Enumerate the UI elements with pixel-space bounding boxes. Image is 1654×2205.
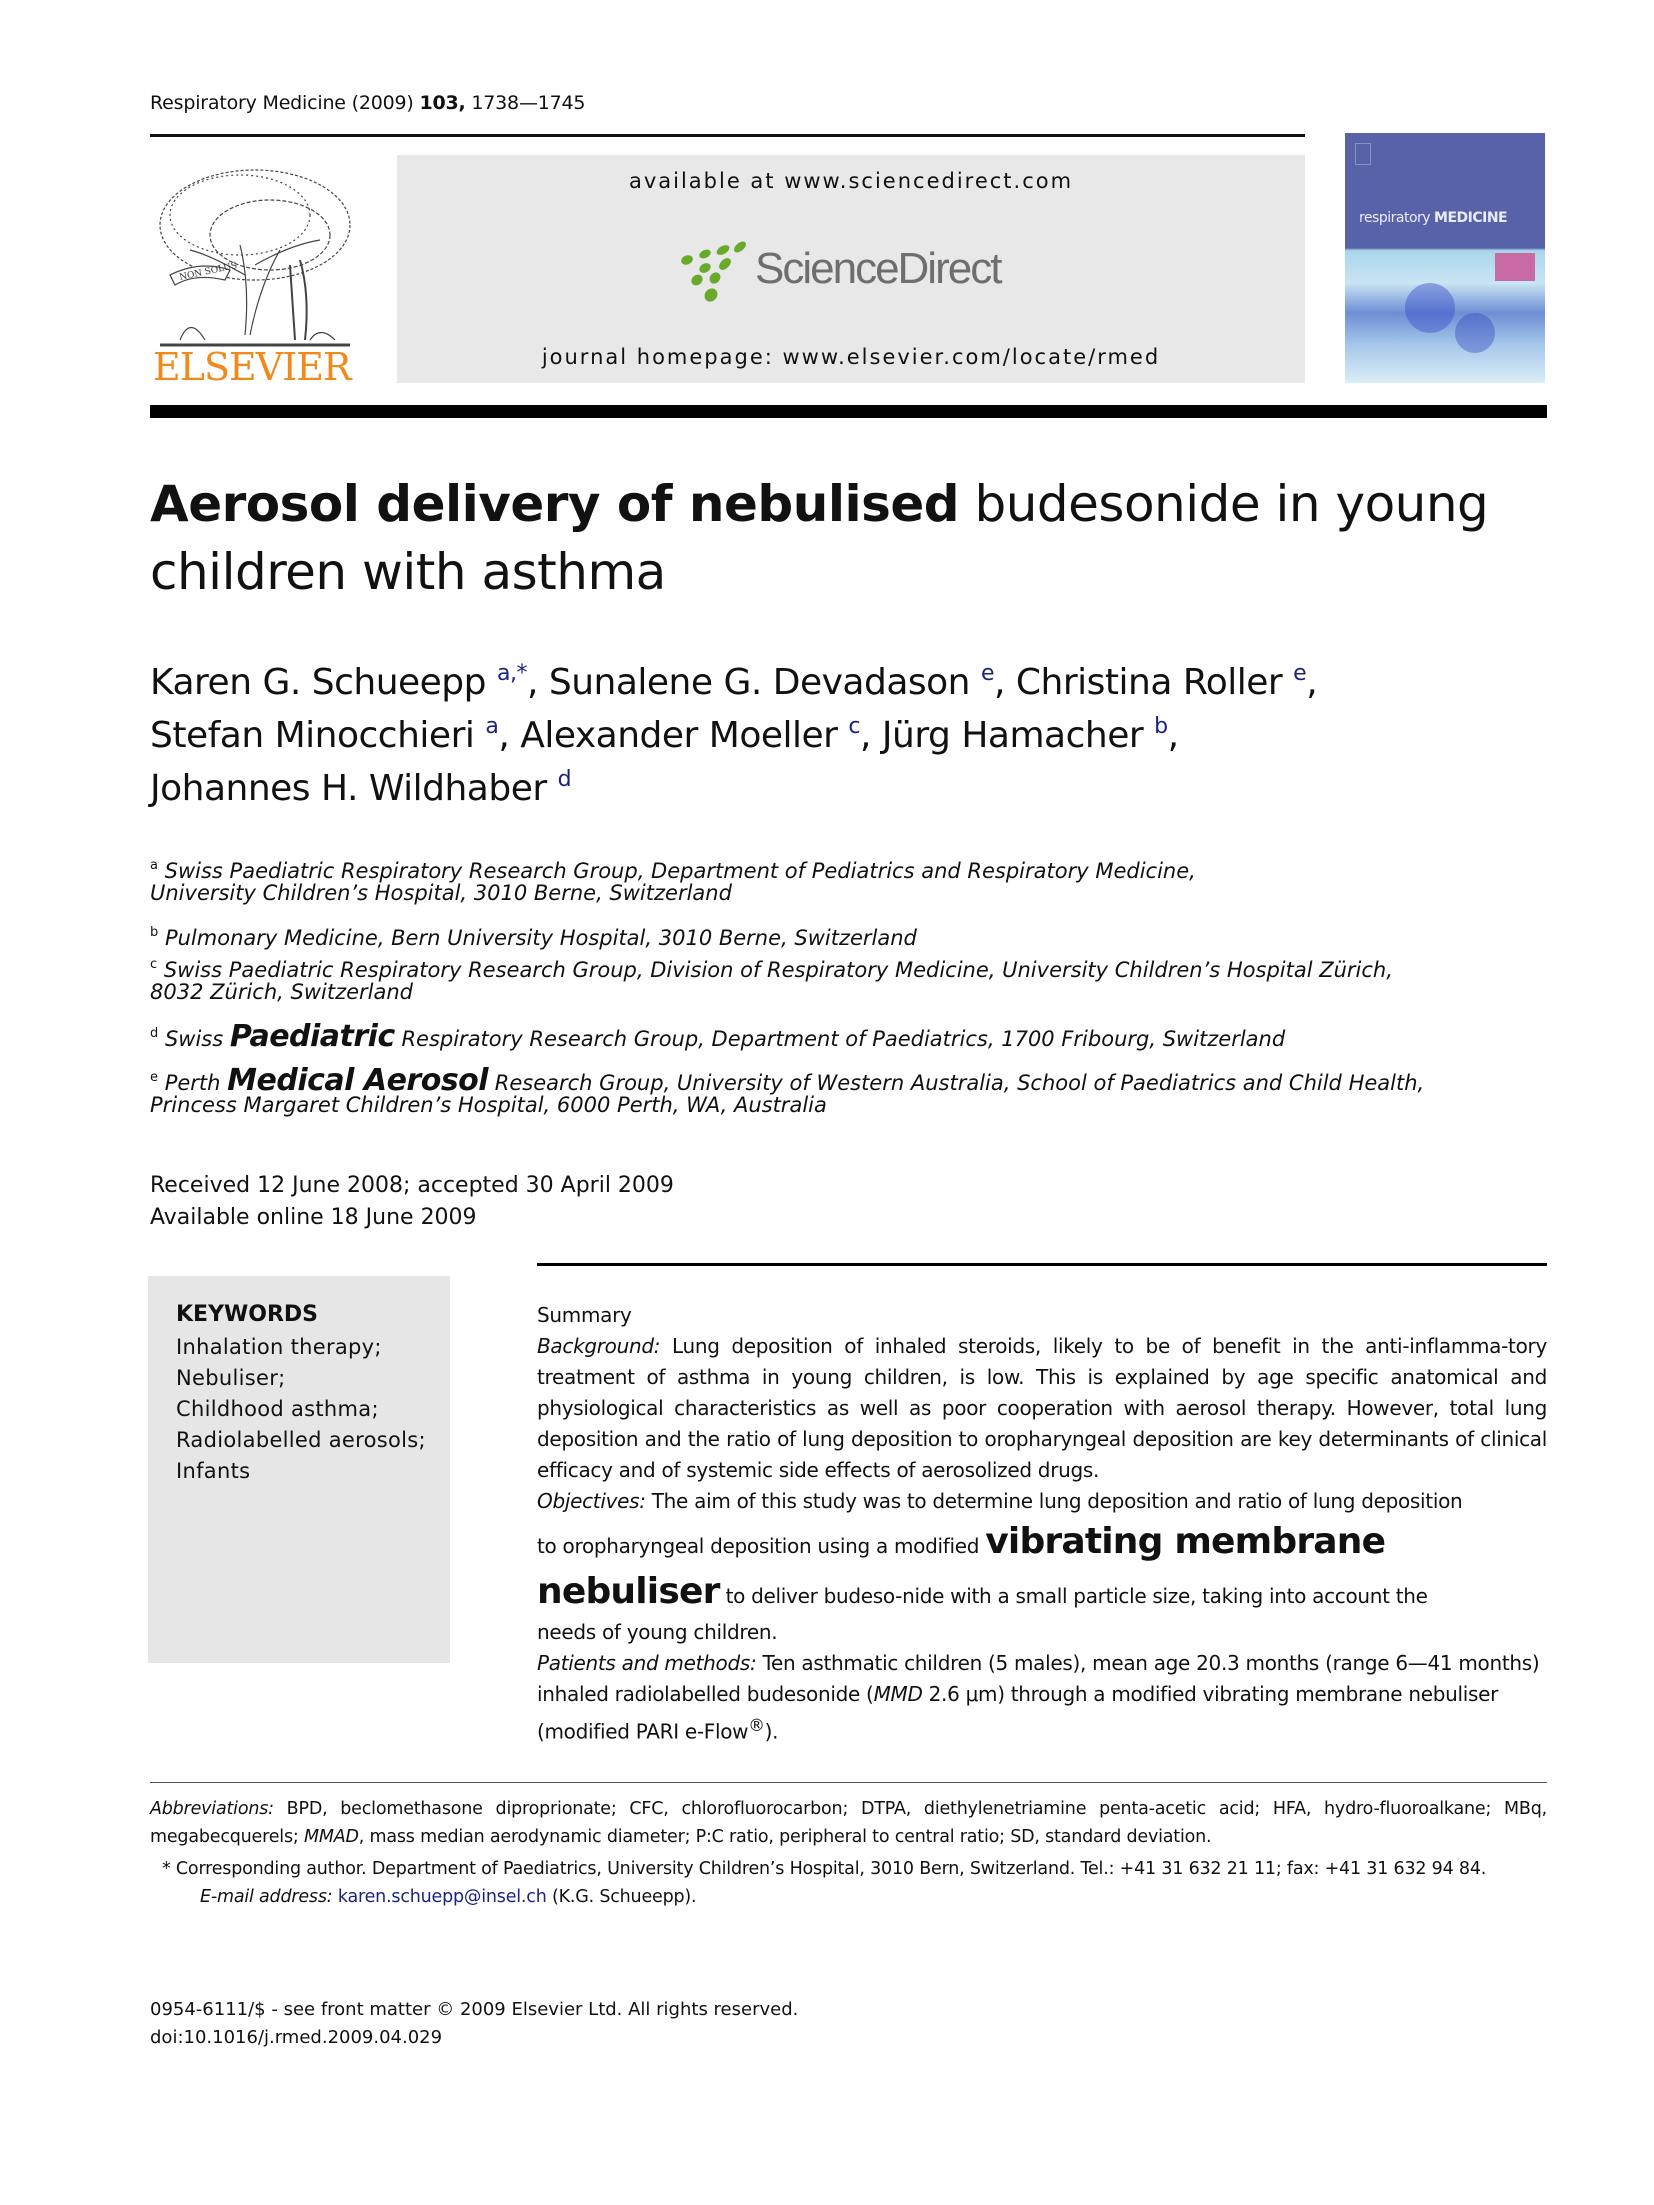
title-line2: children with asthma <box>150 543 666 601</box>
footnotes <box>150 1795 1547 1911</box>
objectives-emphasis: nebuliser <box>537 1571 720 1612</box>
author-affiliation-link[interactable]: d <box>557 767 572 792</box>
summary-heading: Summary <box>537 1303 632 1327</box>
article-history <box>150 1170 674 1234</box>
sciencedirect-leaves-icon <box>675 240 755 310</box>
email-label: E-mail address: <box>200 1887 333 1907</box>
author-affiliation-link[interactable]: b <box>1154 714 1168 739</box>
affiliation-c <box>150 954 1550 1003</box>
objectives-text: to deliver budeso-nide with a small particle size, taking into account the <box>725 1584 1428 1608</box>
received-date: Received 12 June 2008; accepted 30 April 2009 <box>150 1173 674 1198</box>
author-affiliation-link[interactable]: e <box>980 661 994 686</box>
keywords-box <box>148 1276 450 1663</box>
abstract-summary <box>537 1300 1547 1748</box>
affiliation-label: c <box>150 957 158 972</box>
author: Johannes H. Wildhaber $^d$ <box>150 767 572 809</box>
affiliation-a <box>150 855 1550 904</box>
header-rule <box>150 134 1305 137</box>
registered-mark: ® <box>748 1716 765 1735</box>
affiliation-text: Respiratory Research Group, Department of Paediatrics, 1700 Fribourg, Switzerland <box>401 1027 1286 1051</box>
affiliation-label: b <box>150 925 159 940</box>
author-affiliation-link[interactable]: a <box>485 714 499 739</box>
affiliation-text: Research Group, University of Western Australia, School of Paediatrics and Child Health, <box>494 1071 1425 1095</box>
copyright-line: 0954-6111/$ - see front matter © 2009 Elsevier Ltd. All rights reserved. <box>150 1999 799 2020</box>
affiliation-label: e <box>150 1070 158 1085</box>
journal-reference <box>150 92 585 114</box>
abbreviations <box>150 1795 1547 1851</box>
keyword: Nebuliser; <box>176 1366 286 1390</box>
summary-background <box>537 1331 1547 1486</box>
methods-text: Ten asthmatic children (5 males), mean age 20.3 months (range 6—41 months) inhaled radiolabelled budesonide ( <box>537 1651 1540 1706</box>
author-affiliation-link[interactable]: e <box>1293 661 1307 686</box>
affiliation-label: a <box>150 858 158 873</box>
email-owner: (K.G. Schueepp). <box>551 1887 697 1907</box>
author: Sunalene G. Devadason $^e$, <box>548 661 1016 703</box>
methods-text: 2.6 μm) through a modified vibrating membrane nebuliser (modified PARI e-Flow <box>537 1682 1499 1744</box>
cover-micrograph <box>1495 253 1535 281</box>
summary-methods <box>537 1648 1547 1748</box>
available-at-link[interactable]: available at www.sciencedirect.com <box>628 169 1074 193</box>
affiliation-text: Princess Margaret Children’s Hospital, 6000 Perth, WA, Australia <box>150 1093 827 1117</box>
logo-motto: NON SOLUS <box>178 260 239 283</box>
methods-text: ). <box>764 1719 779 1744</box>
methods-abbrev: MMD <box>873 1682 923 1706</box>
background-label: Background: <box>537 1334 661 1358</box>
author: Alexander Moeller $^c$, <box>520 714 882 756</box>
cover-title-light: respiratory <box>1359 210 1431 226</box>
author: Jürg Hamacher $^b$, <box>881 714 1179 756</box>
affiliation-text: Swiss Paediatric Respiratory Research Group, Department of Pediatrics and Respiratory Medicine, <box>164 859 1196 883</box>
title-bold-part: Aerosol delivery of nebulised <box>150 475 960 533</box>
affiliation-b <box>150 922 1550 949</box>
author-affiliation-link[interactable]: a,* <box>496 661 527 686</box>
author: Stefan Minocchieri $^a$, <box>150 714 521 756</box>
journal-volume: 103, <box>419 92 466 114</box>
cover-title-bold: MEDICINE <box>1434 210 1508 226</box>
keywords-title: KEYWORDS <box>176 1302 319 1327</box>
elsevier-wordmark: ELSEVIER <box>153 345 351 389</box>
journal-name: Respiratory Medicine (2009) <box>150 92 414 114</box>
author-affiliation-link[interactable]: c <box>848 714 861 739</box>
sciencedirect-logo[interactable] <box>675 240 1035 310</box>
affiliation-text: University Children’s Hospital, 3010 Berne, Switzerland <box>150 881 732 905</box>
cover-cell <box>1455 313 1495 353</box>
cover-elsevier-icon <box>1355 143 1371 165</box>
doi-link[interactable]: doi:10.1016/j.rmed.2009.04.029 <box>150 2027 443 2048</box>
methods-label: Patients and methods: <box>537 1651 757 1675</box>
abbreviations-mmad: MMAD <box>303 1827 359 1847</box>
objectives-emphasis: vibrating membrane <box>985 1521 1386 1562</box>
abbreviations-label: Abbreviations: <box>150 1799 274 1819</box>
keyword: Radiolabelled aerosols; <box>176 1428 426 1452</box>
background-text: Lung deposition of inhaled steroids, likely to be of benefit in the anti-inflamma-tory treatment of asthma in young children, is low. This is explained by age specific anatomical and physiological characteristics as well as poor cooperation with aerosol therapy. However, total lung deposition and the ratio of lung deposition to oropharyngeal deposition are key determinants of clinical efficacy and of systemic side effects of aerosolized drugs. <box>537 1334 1547 1482</box>
affiliation-text: Pulmonary Medicine, Bern University Hospital, 3010 Berne, Switzerland <box>164 926 917 950</box>
keyword: Inhalation therapy; <box>176 1335 382 1359</box>
affiliation-emphasis: Medical Aerosol <box>227 1063 489 1098</box>
summary-rule <box>537 1263 1547 1266</box>
copyright-block <box>150 1996 798 2052</box>
keywords-list <box>176 1332 426 1487</box>
objectives-label: Objectives: <box>537 1489 646 1513</box>
author: Karen G. Schueepp $^{a,*}$, <box>150 661 549 703</box>
corresponding-author: * Corresponding author. Department of Paediatrics, University Children’s Hospital, 3010 Bern, Switzerland. Tel.: +41 31 632 21 11; fax: +41 31 632 94 84. <box>162 1859 1487 1879</box>
objectives-text: needs of young children. <box>537 1620 778 1644</box>
available-online-date: Available online 18 June 2009 <box>150 1205 477 1230</box>
author: Christina Roller $^e$, <box>1015 661 1318 703</box>
cover-title <box>1359 210 1507 226</box>
keyword: Infants <box>176 1459 251 1483</box>
keyword: Childhood asthma; <box>176 1397 379 1421</box>
article-title <box>150 470 1550 606</box>
affiliation-e <box>150 1063 1550 1117</box>
objectives-text: to oropharyngeal deposition using a modified <box>537 1534 980 1558</box>
email-line <box>150 1883 1547 1911</box>
abbreviations-text: , mass median aerodynamic diameter; P:C ratio, peripheral to central ratio; SD, standard deviation. <box>358 1827 1212 1847</box>
email-link[interactable]: karen.schuepp@insel.ch <box>337 1887 547 1907</box>
affiliation-text: Perth <box>164 1071 221 1095</box>
sciencedirect-wordmark: ScienceDirect <box>755 244 1001 293</box>
journal-homepage-link[interactable]: journal homepage: www.elsevier.com/locate/rmed <box>541 345 1161 369</box>
cover-cell <box>1405 283 1455 333</box>
affiliation-label: d <box>150 1026 159 1041</box>
affiliation-text: Swiss <box>164 1027 224 1051</box>
affiliation-d <box>150 1019 1550 1054</box>
affiliation-text: 8032 Zürich, Switzerland <box>150 980 413 1004</box>
author-list <box>150 652 1550 811</box>
affiliation-emphasis: Paediatric <box>229 1019 395 1054</box>
journal-cover-image <box>1345 133 1545 383</box>
journal-pages: 1738—1745 <box>471 92 586 114</box>
abbreviations-text: BPD, beclomethasone diproprionate; CFC, chlorofluorocarbon; DTPA, diethylenetriamine penta-acetic acid; HFA, hydro-fluoroalkane; MBq, megabecquerels; <box>150 1799 1547 1847</box>
summary-objectives <box>537 1486 1547 1648</box>
sciencedirect-banner <box>397 155 1305 383</box>
objectives-text: The aim of this study was to determine lung deposition and ratio of lung deposition <box>651 1489 1463 1513</box>
title-part: budesonide in young <box>974 475 1489 533</box>
affiliation-text: Swiss Paediatric Respiratory Research Group, Division of Respiratory Medicine, University Children’s Hospital Zürich, <box>163 958 1393 982</box>
footnote-rule <box>150 1782 1547 1783</box>
header-thick-rule <box>150 405 1547 418</box>
